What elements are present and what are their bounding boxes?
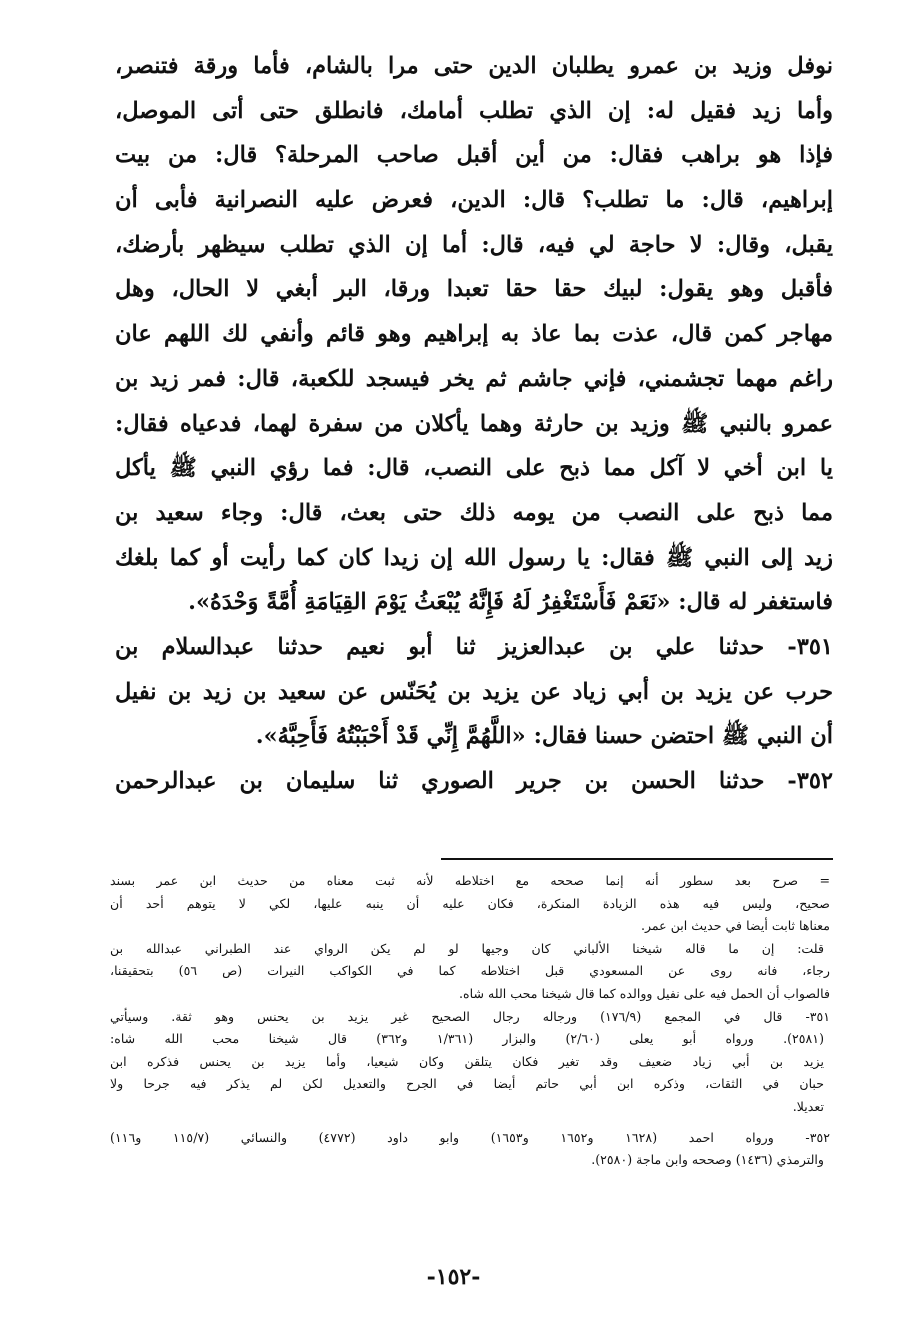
footnote-line: قلت: إن ما قاله شيخنا الألباني كان وجيها لو لم يكن الرواي عند الطبراني عبدالله بن: [110, 940, 824, 956]
footnote-352-line: ٣٥٢- ورواه احمد (١٦٢٨ و١٦٥٢ و١٦٥٣) وابو داود (٤٧٧٢) والنسائي (١١٥/٧ و١١٦): [110, 1129, 830, 1145]
footnote-line: تعديلا.: [792, 1098, 824, 1114]
page-number: -١٥٢-: [426, 1264, 481, 1290]
footnote-line: معناها ثابت أيضا في حديث ابن عمر.: [640, 918, 830, 934]
footnote-351-line: ٣٥١- قال في المجمع (١٧٦/٩) ورجاله رجال الصحيح غير يزيد بن يحنس وهو ثقة. وسيأتي: [110, 1008, 830, 1024]
footnote-line: = صرح بعد سطور أنه إنما صححه مع اختلاطه لأنه ثبت معناه من حديث ابن عمر بسند: [110, 873, 830, 888]
footnote-line: (٢٥٨١). ورواه أبو يعلى (٢/٦٠) والبزار (١/٣٦١ و٣٦٢) قال شيخنا محب الله شاه:: [110, 1031, 824, 1047]
footnote-separator: [441, 858, 833, 860]
main-text-line: راغم مهما تجشمني، فإني جاشم ثم يخر فيسجد للكعبة، قال: فمر زيد بن: [115, 365, 833, 392]
main-text-line: أن النبي ﷺ احتضن حسنا فقال: «اللَّهُمَّ إِنِّي قَدْ أَحْبَبْتُهُ فَأَحِبَّهُ».: [255, 723, 833, 750]
main-text-block: [115, 44, 833, 804]
main-text-line: إبراهيم، قال: ما تطلب؟ قال: الدين، فعرض عليه النصرانية فأبى أن: [115, 187, 833, 214]
main-text-line: زيد إلى النبي ﷺ فقال: يا رسول الله إن زيدا كان كما رأيت أو كما بلغك: [115, 544, 833, 571]
main-text-line: عمرو بالنبي ﷺ وزيد بن حارثة وهما يأكلان من سفرة لهما، فدعياه فقال:: [115, 410, 833, 437]
footnote-line: صحيح، وليس فيه هذه الزيادة المنكرة، فكان عليه أن ينبه عليها، لكي لا يتوهم أحد أن: [110, 895, 830, 911]
main-text-line: مما ذبح على النصب من يومه ذلك حتى بعث، قال: وجاء سعيد بن: [115, 499, 833, 526]
footnote-line: يزيد بن أبي زياد ضعيف وقد تغير فكان يتلقن وكان شيعيا، وأما يزيد بن يحنس فذكره ابن: [110, 1053, 824, 1069]
main-text-line: يا ابن أخي لا آكل مما ذبح على النصب، قال: فما رؤي النبي ﷺ يأكل: [115, 455, 833, 482]
main-text-line: مهاجر كمن قال، عذت بما عاذ به إبراهيم وهو قائم وأنفي لك اللهم عان: [115, 321, 833, 348]
hadith-351-line: ٣٥١- حدثنا علي بن عبدالعزيز ثنا أبو نعيم حدثنا عبدالسلام بن: [115, 633, 833, 660]
main-text-line: وأما زيد فقيل له: إن الذي تطلب أمامك، فانطلق حتى أتى الموصل،: [115, 97, 833, 124]
footnote-line: والترمذي (١٤٣٦) وصححه وابن ماجة (٢٥٨٠).: [591, 1152, 824, 1168]
main-text-line: يقبل، وقال: لا حاجة لي فيه، قال: أما إن الذي تطلب سيظهر بأرضك،: [115, 231, 833, 258]
footnote-gap: [110, 1119, 830, 1127]
main-text-line: فاستغفر له قال: «نَعَمْ فَأَسْتَغْفِرُ لَهُ فَإِنَّهُ يُبْعَثُ يَوْمَ القِيَامَةِ أُمَّةً وَحْدَهُ».: [188, 589, 833, 616]
main-text-line: فإذا هو براهب فقال: من أين أقبل صاحب المرحلة؟ قال: من بيت: [115, 142, 833, 169]
footnotes-block: [110, 870, 830, 1172]
hadith-352-line: ٣٥٢- حدثنا الحسن بن جرير الصوري ثنا سليمان بن عبدالرحمن: [115, 768, 833, 794]
main-text-line: نوفل وزيد بن عمرو يطلبان الدين حتى مرا بالشام، فأما ورقة فتنصر،: [115, 53, 833, 79]
footnote-line: رجاء، فانه روى عن المسعودي قبل اختلاطه كما في الكواكب النيرات (ص ٥٦) بتحقيقنا،: [110, 963, 830, 979]
footnote-line: حبان في الثقات، وذكره ابن أبي حاتم أيضا في الجرح والتعديل لكن لم يذكر فيه جرحا ولا: [110, 1076, 824, 1092]
footnote-line: فالصواب أن الحمل فيه على نفيل ووالده كما قال شيخنا محب الله شاه.: [459, 985, 830, 1001]
main-text-line: فأقبل وهو يقول: لبيك حقا حقا تعبدا ورقا، البر أبغي لا الحال، وهل: [115, 276, 833, 303]
main-text-line: حرب عن يزيد بن أبي زياد عن يزيد بن يُحَنّس عن سعيد بن زيد بن نفيل: [115, 678, 833, 705]
